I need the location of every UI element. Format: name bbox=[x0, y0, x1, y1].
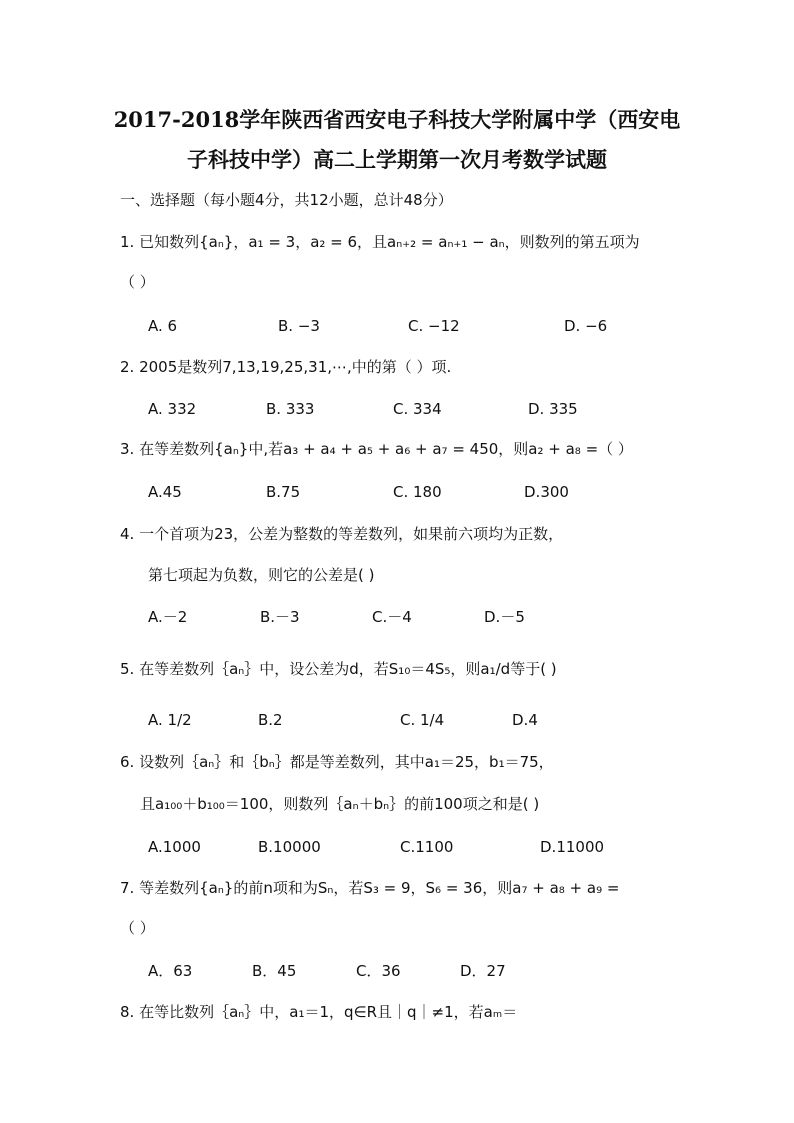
option-a: A．63 bbox=[148, 962, 193, 980]
question-4-text-cont: 第七项起为负数，则它的公差是( ) bbox=[148, 566, 375, 584]
option-a: A. 332 bbox=[148, 400, 197, 418]
option-a: A. 6 bbox=[148, 317, 178, 335]
option-b: B.2 bbox=[258, 711, 283, 729]
question-6-text: 6. 设数列｛aₙ｝和｛bₙ｝都是等差数列，其中a₁＝25，b₁＝75， bbox=[120, 753, 554, 771]
question-1-text: 1. 已知数列{aₙ}，a₁ = 3，a₂ = 6，且aₙ₊₂ = aₙ₊₁ − aₙ，则数列的第五项为 bbox=[120, 233, 640, 251]
option-c: C．36 bbox=[356, 962, 401, 980]
question-number: 2. bbox=[120, 358, 140, 376]
option-c: C. 180 bbox=[393, 483, 442, 501]
option-b: B.－3 bbox=[260, 608, 300, 626]
question-3-text: 3. 在等差数列{aₙ}中,若a₃ + a₄ + a₅ + a₆ + a₇ = 450，则a₂ + a₈ =（ ） bbox=[120, 440, 633, 458]
option-d: D．27 bbox=[460, 962, 506, 980]
exam-title-line-1: 2017-2018学年陕西省西安电子科技大学附属中学（西安电 bbox=[113, 107, 681, 132]
option-d: D.4 bbox=[512, 711, 538, 729]
question-number: 3. bbox=[120, 440, 140, 458]
option-d: D. −6 bbox=[564, 317, 608, 335]
section-heading: 一、选择题（每小题4分，共12小题，总计48分） bbox=[120, 191, 453, 209]
question-7-text-cont: （ ） bbox=[120, 919, 155, 937]
option-c: C. 1/4 bbox=[400, 711, 445, 729]
question-4-text: 4. 一个首项为23，公差为整数的等差数列，如果前六项均为正数， bbox=[120, 525, 564, 543]
option-c: C. −12 bbox=[408, 317, 460, 335]
option-b: B.75 bbox=[266, 483, 301, 501]
option-a: A. 1/2 bbox=[148, 711, 192, 729]
option-a: A.45 bbox=[148, 483, 182, 501]
option-d: D.11000 bbox=[540, 838, 605, 856]
option-b: B. −3 bbox=[278, 317, 320, 335]
option-d: D. 335 bbox=[528, 400, 578, 418]
question-1-text-cont: （ ） bbox=[120, 273, 155, 291]
option-b: B. 333 bbox=[266, 400, 315, 418]
option-a: A.－2 bbox=[148, 608, 188, 626]
option-b: B．45 bbox=[252, 962, 297, 980]
question-5-text: 5. 在等差数列｛aₙ｝中，设公差为d，若S₁₀＝4S₅，则a₁/d等于( ) bbox=[120, 660, 557, 678]
option-d: D.300 bbox=[524, 483, 569, 501]
option-d: D.－5 bbox=[484, 608, 525, 626]
option-c: C.1100 bbox=[400, 838, 454, 856]
option-a: A.1000 bbox=[148, 838, 201, 856]
question-2-text: 2. 2005是数列7,13,19,25,31,⋯,中的第（ ）项. bbox=[120, 358, 452, 376]
question-number: 7. bbox=[120, 879, 140, 897]
question-number: 1. bbox=[120, 233, 140, 251]
question-8-text: 8. 在等比数列｛aₙ｝中，a₁＝1，q∈R且｜q｜≠1，若aₘ＝ bbox=[120, 1003, 518, 1021]
exam-title-line-2: 子科技中学）高二上学期第一次月考数学试题 bbox=[187, 147, 607, 172]
option-c: C.－4 bbox=[372, 608, 412, 626]
question-number: 6. bbox=[120, 753, 140, 771]
option-b: B.10000 bbox=[258, 838, 321, 856]
option-c: C. 334 bbox=[393, 400, 442, 418]
question-7-text: 7. 等差数列{aₙ}的前n项和为Sₙ，若S₃ = 9，S₆ = 36，则a₇ + a₈ + a₉ = bbox=[120, 879, 620, 897]
question-number: 4. bbox=[120, 525, 140, 543]
question-6-text-cont: 且a₁₀₀＋b₁₀₀＝100，则数列｛aₙ＋bₙ｝的前100项之和是( ) bbox=[140, 795, 540, 813]
question-number: 8. bbox=[120, 1003, 140, 1021]
question-number: 5. bbox=[120, 660, 140, 678]
